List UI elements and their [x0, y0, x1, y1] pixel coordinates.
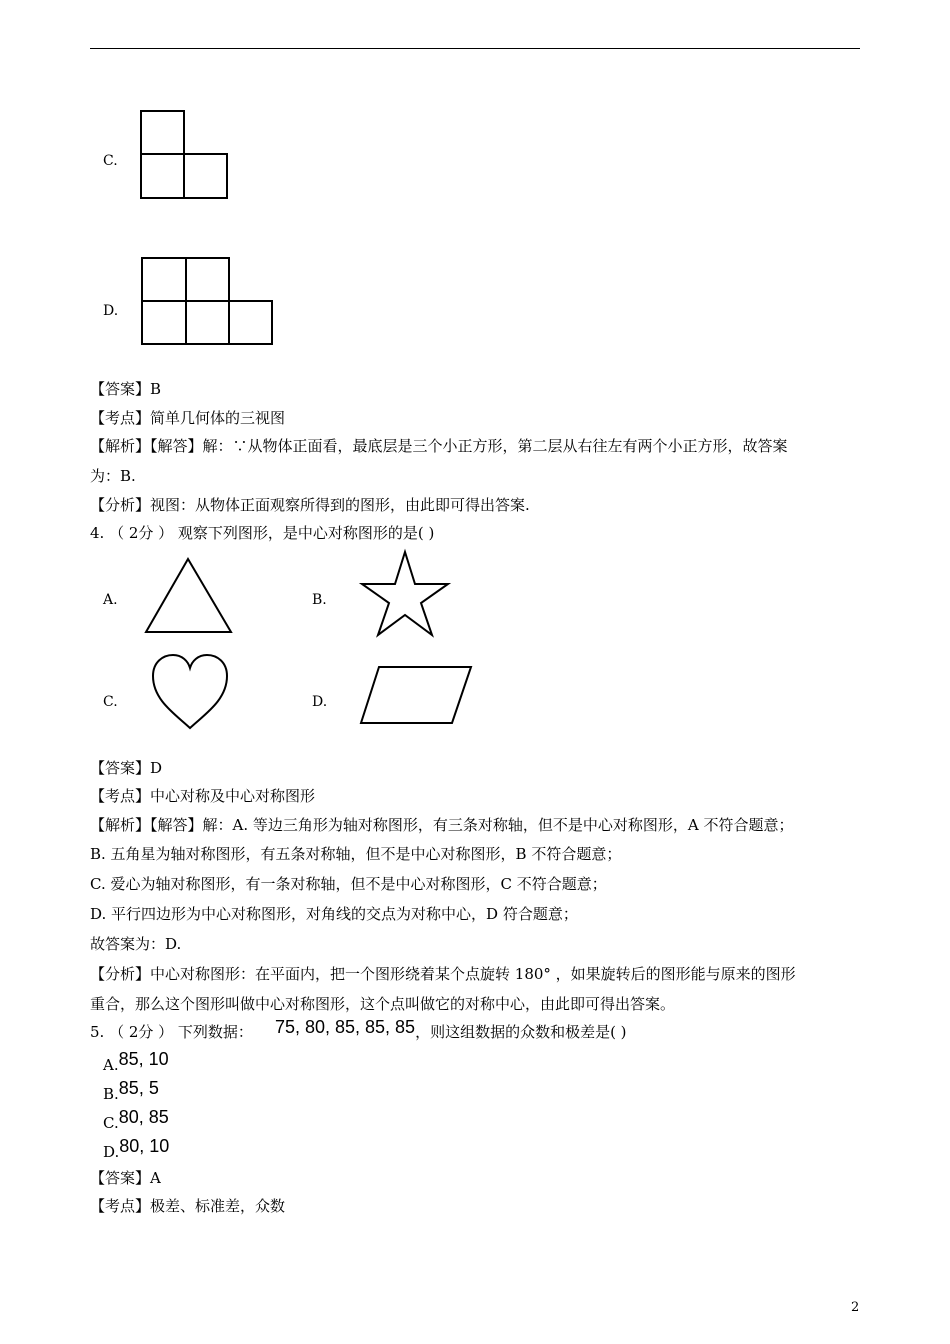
- q3-option-d-figure: [141, 257, 275, 347]
- q4-answer: 【答案】D: [90, 759, 163, 777]
- q4-fenxi-line1: 【分析】中心对称图形：在平面内，把一个图形绕着某个点旋转 180° ，如果旋转后的图形能与原来的图形: [90, 965, 796, 983]
- q5-stem-prefix: 5. （ 2分 ） 下列数据：: [90, 1023, 253, 1041]
- q5-option-c-value: 80, 85: [118, 1107, 169, 1127]
- q5-option-d: [103, 1136, 170, 1161]
- q4-option-b-label: B.: [312, 592, 327, 608]
- q4-stem: 4. （ 2分 ） 观察下列图形，是中心对称图形的是( ): [90, 524, 435, 542]
- q4-topic: 【考点】中心对称及中心对称图形: [90, 787, 316, 805]
- q4-analysis-line4: D. 平行四边形为中心对称图形，对角线的交点为对称中心，D 符合题意；: [90, 905, 578, 923]
- q3-option-c-figure: [140, 110, 230, 200]
- q5-option-d-value: 80, 10: [119, 1136, 170, 1156]
- q5-stem: [90, 1017, 627, 1042]
- q5-option-d-label: D.: [103, 1143, 120, 1161]
- q5-option-a-value: 85, 10: [118, 1049, 169, 1069]
- q3-option-c-label: C.: [103, 153, 118, 169]
- q4-fenxi-line2: 重合，那么这个图形叫做中心对称图形，这个点叫做它的对称中心，由此即可得出答案。: [90, 995, 676, 1013]
- q4-option-c-label: C.: [103, 694, 118, 710]
- q3-analysis-line1: 【解析】【解答】解：∵从物体正面看，最底层是三个小正方形，第二层从右往左有两个小正方形，故答案: [90, 437, 788, 455]
- header-rule: [90, 48, 860, 49]
- q5-data: 75, 80, 85, 85, 85: [274, 1017, 416, 1037]
- heart-icon: [149, 652, 231, 732]
- q3-analysis-line2: 为：B.: [90, 467, 136, 485]
- q5-option-a: [103, 1049, 169, 1074]
- q3-fenxi: 【分析】视图：从物体正面观察所得到的图形，由此即可得出答案.: [90, 496, 530, 514]
- star-icon: [359, 549, 451, 639]
- q5-option-b: [103, 1078, 159, 1103]
- q4-option-a-label: A.: [103, 592, 118, 608]
- q4-analysis-line1: 【解析】【解答】解：A. 等边三角形为轴对称图形，有三条对称轴，但不是中心对称图形，A 不符合题意；: [90, 816, 794, 834]
- q4-analysis-line2: B. 五角星为轴对称图形，有五条对称轴，但不是中心对称图形，B 不符合题意；: [90, 845, 622, 863]
- q4-analysis-line5: 故答案为：D.: [90, 935, 182, 953]
- q5-option-c-label: C.: [103, 1114, 119, 1132]
- triangle-icon: [144, 556, 234, 636]
- q5-topic: 【考点】极差、标准差，众数: [90, 1197, 286, 1215]
- q3-option-d-label: D.: [103, 303, 119, 319]
- q5-stem-suffix: ，则这组数据的众数和极差是( ): [415, 1023, 627, 1041]
- parallelogram-icon: [359, 664, 475, 726]
- q5-answer: 【答案】A: [90, 1169, 161, 1187]
- q5-option-a-label: A.: [103, 1056, 119, 1074]
- q5-option-c: [103, 1107, 169, 1132]
- q4-option-d-label: D.: [312, 694, 328, 710]
- q3-topic: 【考点】简单几何体的三视图: [90, 409, 286, 427]
- q4-analysis-line3: C. 爱心为轴对称图形，有一条对称轴，但不是中心对称图形，C 不符合题意；: [90, 875, 607, 893]
- q5-option-b-label: B.: [103, 1085, 119, 1103]
- page-number: 2: [851, 1300, 860, 1315]
- q3-answer: 【答案】B: [90, 380, 162, 398]
- q5-option-b-value: 85, 5: [118, 1078, 159, 1098]
